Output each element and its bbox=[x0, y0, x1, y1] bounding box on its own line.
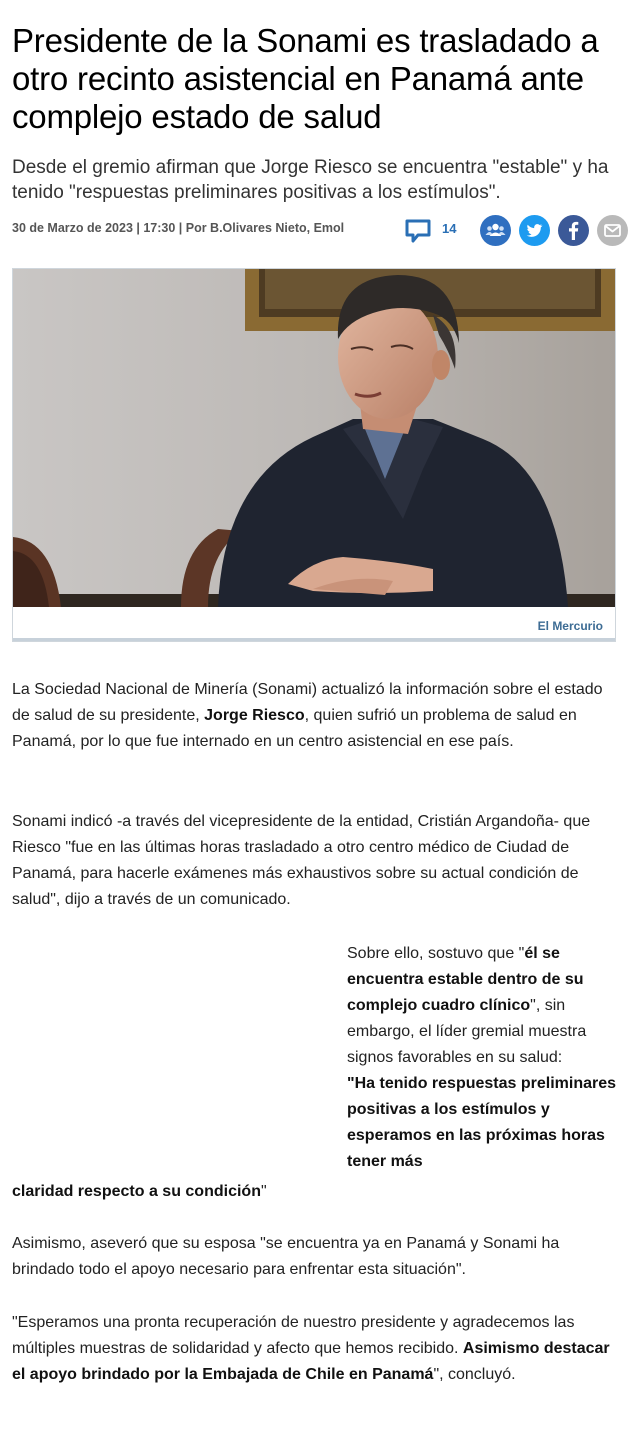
article-meta: 30 de Marzo de 2023 | 17:30 | Por B.Olivares Nieto, Emol bbox=[12, 221, 345, 235]
paragraph-text: Sobre ello, sostuvo que " bbox=[347, 945, 525, 962]
article-photo bbox=[12, 268, 616, 642]
share-bar bbox=[404, 214, 618, 248]
paragraph-text: La Sociedad Nacional de Minería (Sonami) actualizó la información sobre el estado de salud de su presidente, bbox=[12, 681, 603, 724]
bold-text: Asimismo destacar el apoyo brindado por la Embajada de Chile en Panamá bbox=[12, 1340, 610, 1383]
bold-text: Jorge Riesco bbox=[204, 707, 305, 724]
paragraph-text: "Esperamos una pronta recuperación de nuestro presidente y agradecemos las múltiples muestras de solidaridad y afecto que hemos recibido. bbox=[12, 1314, 575, 1357]
article-lead: Desde el gremio afirman que Jorge Riesco se encuentra "estable" y ha tenido "respuestas preliminares positivas a los estímulos". bbox=[12, 157, 609, 203]
comment-count: 14 bbox=[442, 221, 457, 236]
paragraph-2: Sonami indicó -a través del vicepresidente de la entidad, Cristián Argandoña- que Riesco "fue en las últimas horas trasladado a otro centro médico de Ciudad de Panamá, para hacerle exámenes más exhaustivos sobre su actual condición de salud", dijo a través de un comunicado. bbox=[12, 813, 591, 908]
paragraph-text: " bbox=[260, 1183, 267, 1200]
community-button[interactable] bbox=[480, 215, 511, 246]
paragraph-3-column bbox=[347, 941, 619, 1175]
paragraph-5 bbox=[12, 1310, 618, 1388]
bold-text: él se encuentra estable dentro de su complejo cuadro clínico bbox=[347, 945, 584, 1014]
twitter-icon bbox=[519, 215, 550, 246]
paragraph-text: , quien sufrió un problema de salud en Panamá, por lo que fue internado en un centro asistencial en ese país. bbox=[12, 707, 577, 750]
paragraph-text: ", sin embargo, el líder gremial muestra signos favorables en su salud: bbox=[347, 997, 587, 1066]
paragraph-text: ", concluyó. bbox=[433, 1366, 516, 1383]
bold-quote: claridad respecto a su condición bbox=[12, 1183, 261, 1200]
article-title: Presidente de la Sonami es trasladado a otro recinto asistencial en Panamá ante complejo estado de salud bbox=[12, 22, 599, 135]
photo-image bbox=[13, 269, 615, 607]
paragraph-3-end bbox=[12, 1179, 618, 1205]
bold-quote: "Ha tenido respuestas preliminares positivas a los estímulos y esperamos en las próximas horas tener más bbox=[347, 1075, 617, 1170]
paragraph-1 bbox=[12, 677, 618, 755]
photo-divider bbox=[13, 638, 615, 641]
comment-icon bbox=[404, 218, 432, 244]
comments-button[interactable] bbox=[404, 214, 464, 248]
email-button[interactable] bbox=[597, 215, 628, 246]
facebook-button[interactable] bbox=[558, 215, 589, 246]
paragraph-4: Asimismo, aseveró que su esposa "se encuentra ya en Panamá y Sonami ha brindado todo el apoyo necesario para enfrentar esta situación". bbox=[12, 1235, 560, 1278]
email-icon bbox=[597, 215, 628, 246]
facebook-icon bbox=[558, 215, 589, 246]
community-icon bbox=[480, 215, 511, 246]
twitter-button[interactable] bbox=[519, 215, 550, 246]
photo-credit: El Mercurio bbox=[537, 619, 603, 633]
